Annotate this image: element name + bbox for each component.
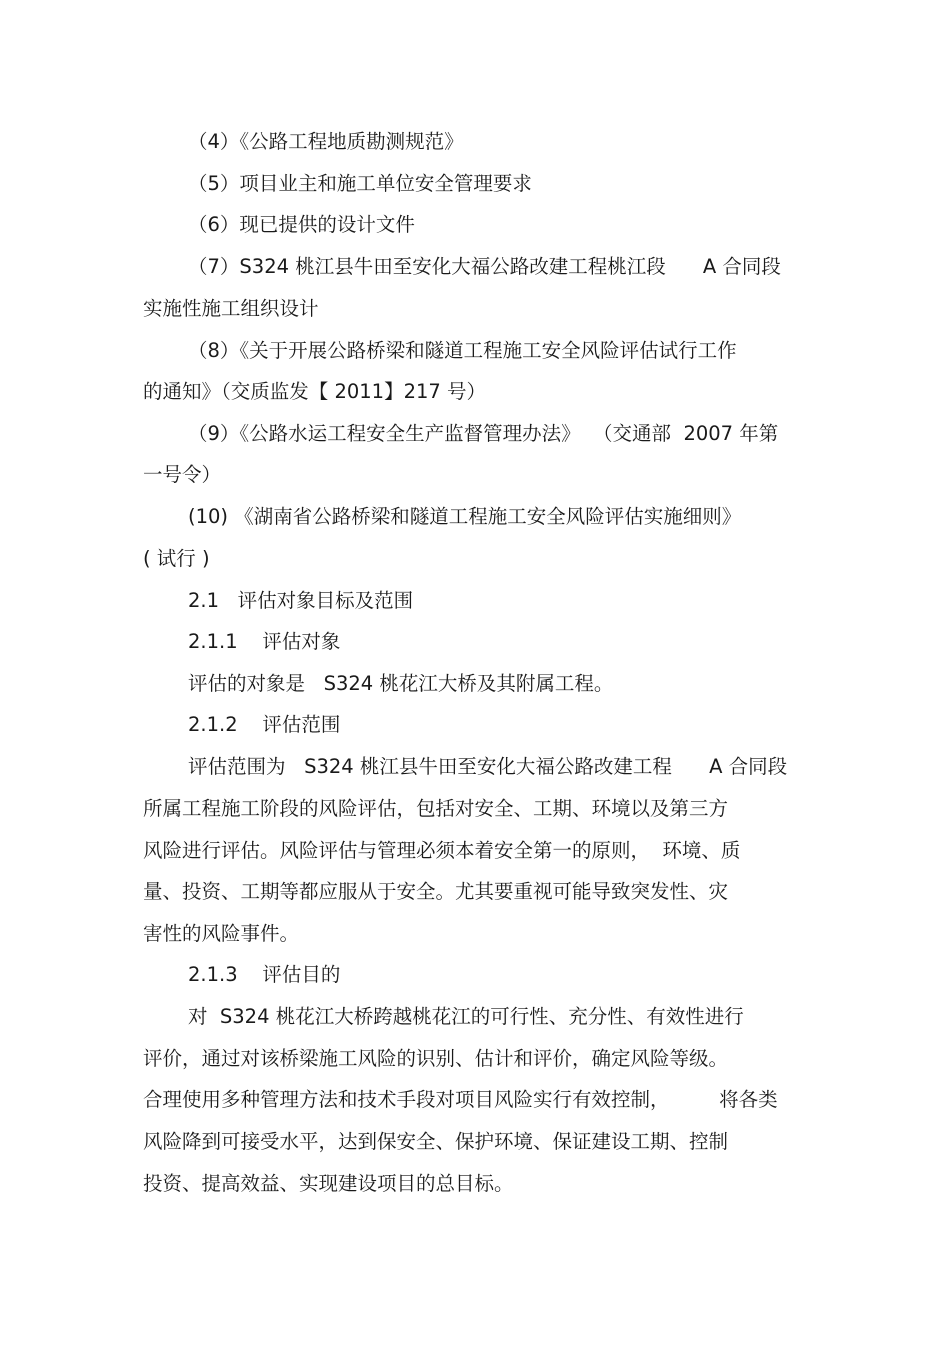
reference-item-10-line-2: ( 试行 ) — [143, 547, 210, 570]
assessment-goal-line-2: 评价，通过对该桥梁施工风险的识别、估计和评价，确定风险等级。 — [143, 1047, 729, 1070]
assessment-scope-line-1: 评估范围为 S324 桃江县牛田至安化大福公路改建工程 A 合同段 — [188, 755, 788, 778]
reference-item-6: （6）现已提供的设计文件 — [188, 213, 415, 236]
assessment-scope-line-2: 所属工程施工阶段的风险评估，包括对安全、工期、环境以及第三方 — [143, 797, 729, 820]
section-heading-2-1-1: 2.1.1 评估对象 — [188, 630, 341, 653]
assessment-scope-line-3: 风险进行评估。风险评估与管理必须本着安全第一的原则， 环境、质 — [143, 839, 741, 862]
reference-item-9-line-1: （9）《公路水运工程安全生产监督管理办法》 （交通部 2007 年第 — [188, 422, 779, 445]
reference-item-7-line-2: 实施性施工组织设计 — [143, 297, 319, 320]
assessment-object-text: 评估的对象是 S324 桃花江大桥及其附属工程。 — [188, 672, 614, 695]
reference-item-5: （5）项目业主和施工单位安全管理要求 — [188, 172, 532, 195]
assessment-goal-line-5: 投资、提高效益、实现建设项目的总目标。 — [143, 1172, 514, 1195]
assessment-goal-line-3: 合理使用多种管理方法和技术手段对项目风险实行有效控制， 将各类 — [143, 1088, 778, 1111]
reference-item-7-line-1: （7）S324 桃江县牛田至安化大福公路改建工程桃江段 A 合同段 — [188, 255, 781, 278]
assessment-goal-line-4: 风险降到可接受水平，达到保安全、保护环境、保证建设工期、控制 — [143, 1130, 729, 1153]
section-heading-2-1-2: 2.1.2 评估范围 — [188, 713, 341, 736]
reference-item-8-line-2: 的通知》（交质监发【 2011】217 号） — [143, 380, 486, 403]
reference-item-8-line-1: （8）《关于开展公路桥梁和隧道工程施工安全风险评估试行工作 — [188, 339, 737, 362]
assessment-goal-line-1: 对 S324 桃花江大桥跨越桃花江的可行性、充分性、有效性进行 — [188, 1005, 744, 1028]
reference-item-9-line-2: 一号令） — [143, 463, 222, 486]
assessment-scope-line-5: 害性的风险事件。 — [143, 922, 300, 945]
section-heading-2-1: 2.1 评估对象目标及范围 — [188, 589, 414, 612]
reference-item-10-line-1: (10) 《湖南省公路桥梁和隧道工程施工安全风险评估实施细则》 — [188, 505, 742, 528]
reference-item-4: （4）《公路工程地质勘测规范》 — [188, 130, 464, 153]
section-heading-2-1-3: 2.1.3 评估目的 — [188, 963, 341, 986]
assessment-scope-line-4: 量、投资、工期等都应服从于安全。尤其要重视可能导致突发性、灾 — [143, 880, 729, 903]
